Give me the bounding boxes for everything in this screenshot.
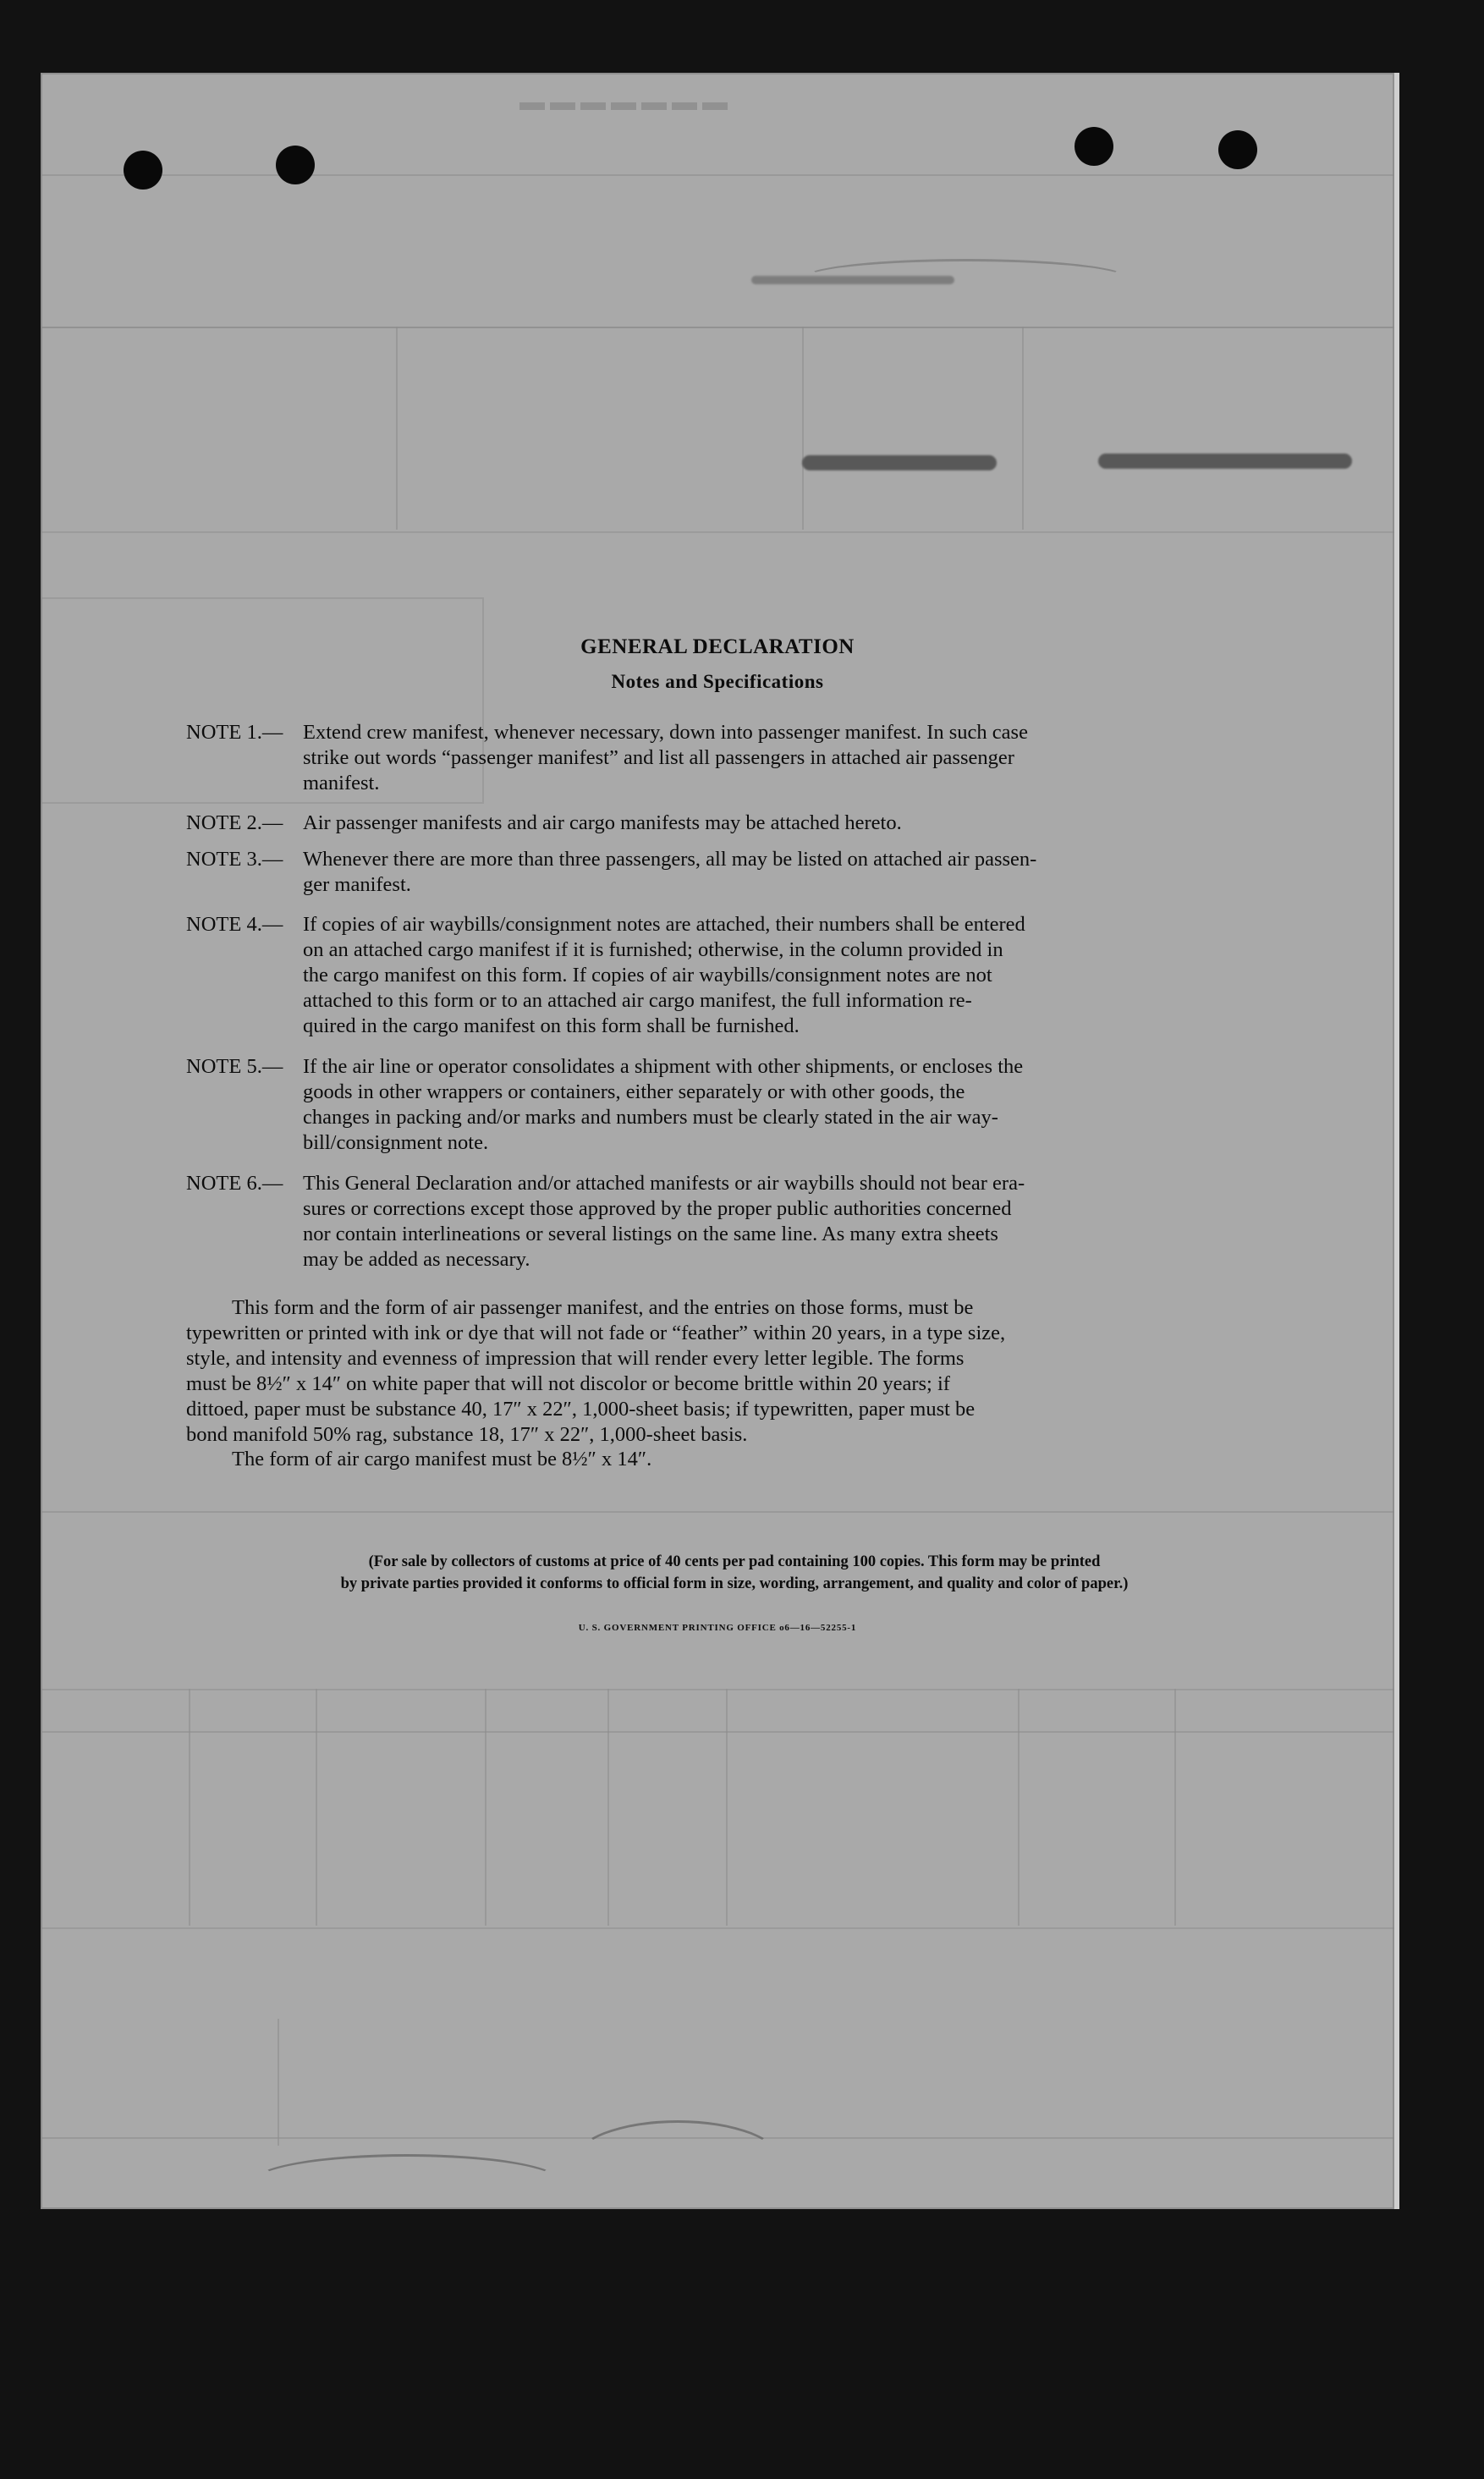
note-line: strike out words “passenger manifest” and list all passengers in attached air passenger (303, 746, 1014, 769)
note-label: NOTE 2.— (186, 811, 283, 834)
note-5 (186, 1054, 1282, 1156)
paragraph-line: must be 8½″ x 14″ on white paper that will not discolor or become brittle within 20 years; if (186, 1372, 950, 1395)
note-line: ger manifest. (303, 873, 411, 896)
punch-hole (124, 151, 162, 190)
punch-hole (1075, 127, 1113, 166)
document-title: GENERAL DECLARATION (580, 635, 855, 658)
sale-note-line: by private parties provided it conforms to official form in size, wording, arrangement, and quality and color of paper.) (340, 1575, 1129, 1592)
ink-smudge (1098, 453, 1352, 469)
note-line: Whenever there are more than three passengers, all may be listed on attached air passen- (303, 848, 1037, 871)
note-label: NOTE 4.— (186, 913, 283, 936)
note-line: Air passenger manifests and air cargo manifests may be attached hereto. (303, 811, 902, 834)
note-label: NOTE 3.— (186, 848, 283, 871)
note-line: goods in other wrappers or containers, either separately or with other goods, the (303, 1080, 965, 1103)
note-line: quired in the cargo manifest on this form shall be furnished. (303, 1014, 800, 1037)
note-label: NOTE 5.— (186, 1055, 283, 1078)
note-line: the cargo manifest on this form. If copies of air waybills/consignment notes are not (303, 964, 992, 987)
note-text (186, 1171, 1282, 1272)
note-line: sures or corrections except those approved by the proper public authorities concerned (303, 1197, 1012, 1220)
handwritten-mark (574, 2120, 782, 2201)
note-1 (186, 720, 1282, 796)
note-line: on an attached cargo manifest if it is furnished; otherwise, in the column provided in (303, 938, 1003, 961)
handwritten-mark (802, 259, 1129, 298)
paragraph-line: bond manifold 50% rag, substance 18, 17″ x 22″, 1,000-sheet basis. (186, 1423, 748, 1446)
note-line: changes in packing and/or marks and numbers must be clearly stated in the air way- (303, 1106, 998, 1129)
note-text (186, 720, 1282, 796)
document-page: ▬▬▬▬▬▬▬ GENERAL DECLARATION Notes and Specifications NOTE 1.— Extend crew manifest, whenever necessary, down into passenger manifest. In such case strike out words “passenger manifest” and list all passengers in attached air passenger manifest. NOTE 2.— Air passenger manifests and air cargo manifests may be attached hereto. NOTE 3.— Whenever there are more than three passengers, all may be listed on attached air passen- ger manifest. NOTE 4.— If copies of air waybills/consignment notes are attached, their numbers shall be entered on an attached cargo manifest if it is furnished; otherwise, in the column provided in the cargo manifest on this form. If copies of air waybills/consignment notes are not attached to this form or to an attached air cargo manifest, the full information re- quired in the cargo manifest on this form shall be furnished. NOTE 5.— If the air line or operator consolidates a shipment with other shipments, or encloses the goods in other wrappers or containers, either separately or with other goods, the changes in packing and/or marks and numbers must be clearly stated in the air way- bill/consignment note. NOTE 6.— This General Declaration and/or attached manifests or air waybills should not bear era- sures or corrections except those approved by the proper public authorities concerned nor contain interlineations or several listings on the same line. As many extra sheets may be added as necessary. This form and the form of air passenger manifest, and the entries on those forms, must be typewritten or printed with ink or dye that will not fade or “feather” within 20 years, in a type size, style, and intensity and evenness of impression that will render every letter legible. The forms must be 8½″ x 14″ on white paper that will not discolor or become brittle within 20 years; if dittoed, paper must be substance 40, 17″ x 22″, 1,000-sheet basis; if typewritten, paper must be bond manifold 50% rag, substance 18, 17″ x 22″, 1,000-sheet basis. The form of air cargo manifest must be 8½″ x 14″. (For sale by collectors of customs at price of 40 cents per pad containing 100 copies. This form may be printed by private parties provided it conforms to official form in size, wording, arrangement, and quality and color of paper.) U. S. GOVERNMENT PRINTING OFFICE o6—16—52255-1 (41, 73, 1394, 2209)
note-line: nor contain interlineations or several listings on the same line. As many extra sheets (303, 1223, 998, 1245)
note-6 (186, 1171, 1282, 1272)
note-line: manifest. (303, 772, 380, 794)
note-2 (186, 811, 1282, 836)
note-3 (186, 847, 1282, 898)
note-label: NOTE 1.— (186, 721, 283, 744)
printing-office-line: U. S. GOVERNMENT PRINTING OFFICE o6—16—52255-1 (578, 1623, 857, 1633)
paragraph-line: style, and intensity and evenness of impression that will render every letter legible. The forms (186, 1347, 965, 1370)
note-text (186, 912, 1282, 1039)
note-text (186, 811, 1282, 836)
form-specification-paragraph (186, 1295, 1282, 1448)
note-line: Extend crew manifest, whenever necessary, down into passenger manifest. In such case (303, 721, 1028, 744)
paragraph-line: This form and the form of air passenger manifest, and the entries on those forms, must be (232, 1296, 974, 1319)
note-text (186, 1054, 1282, 1156)
note-line: If copies of air waybills/consignment notes are attached, their numbers shall be entered (303, 913, 1025, 936)
note-line: If the air line or operator consolidates a shipment with other shipments, or encloses the (303, 1055, 1024, 1078)
document-subtitle: Notes and Specifications (611, 671, 824, 692)
paragraph-line: dittoed, paper must be substance 40, 17″ x 22″, 1,000-sheet basis; if typewritten, paper must be (186, 1398, 976, 1421)
note-line: This General Declaration and/or attached manifests or air waybills should not bear era- (303, 1172, 1025, 1195)
cargo-manifest-size-line: The form of air cargo manifest must be 8½″ x 14″. (232, 1448, 652, 1470)
note-4 (186, 912, 1282, 1039)
punch-hole (1218, 130, 1257, 169)
note-line: bill/consignment note. (303, 1131, 489, 1154)
punch-hole (276, 146, 315, 184)
note-text (186, 847, 1282, 898)
note-line: attached to this form or to an attached air cargo manifest, the full information re- (303, 989, 972, 1012)
note-line: may be added as necessary. (303, 1248, 530, 1271)
handwritten-mark (252, 2154, 562, 2209)
sale-note-line: (For sale by collectors of customs at price of 40 cents per pad containing 100 copies. This form may be printed (368, 1553, 1101, 1570)
sale-note (176, 1551, 1293, 1595)
paragraph-line: typewritten or printed with ink or dye that will not fade or “feather” within 20 years, in a type size, (186, 1322, 1006, 1344)
ink-smudge (802, 455, 997, 470)
note-label: NOTE 6.— (186, 1172, 283, 1195)
